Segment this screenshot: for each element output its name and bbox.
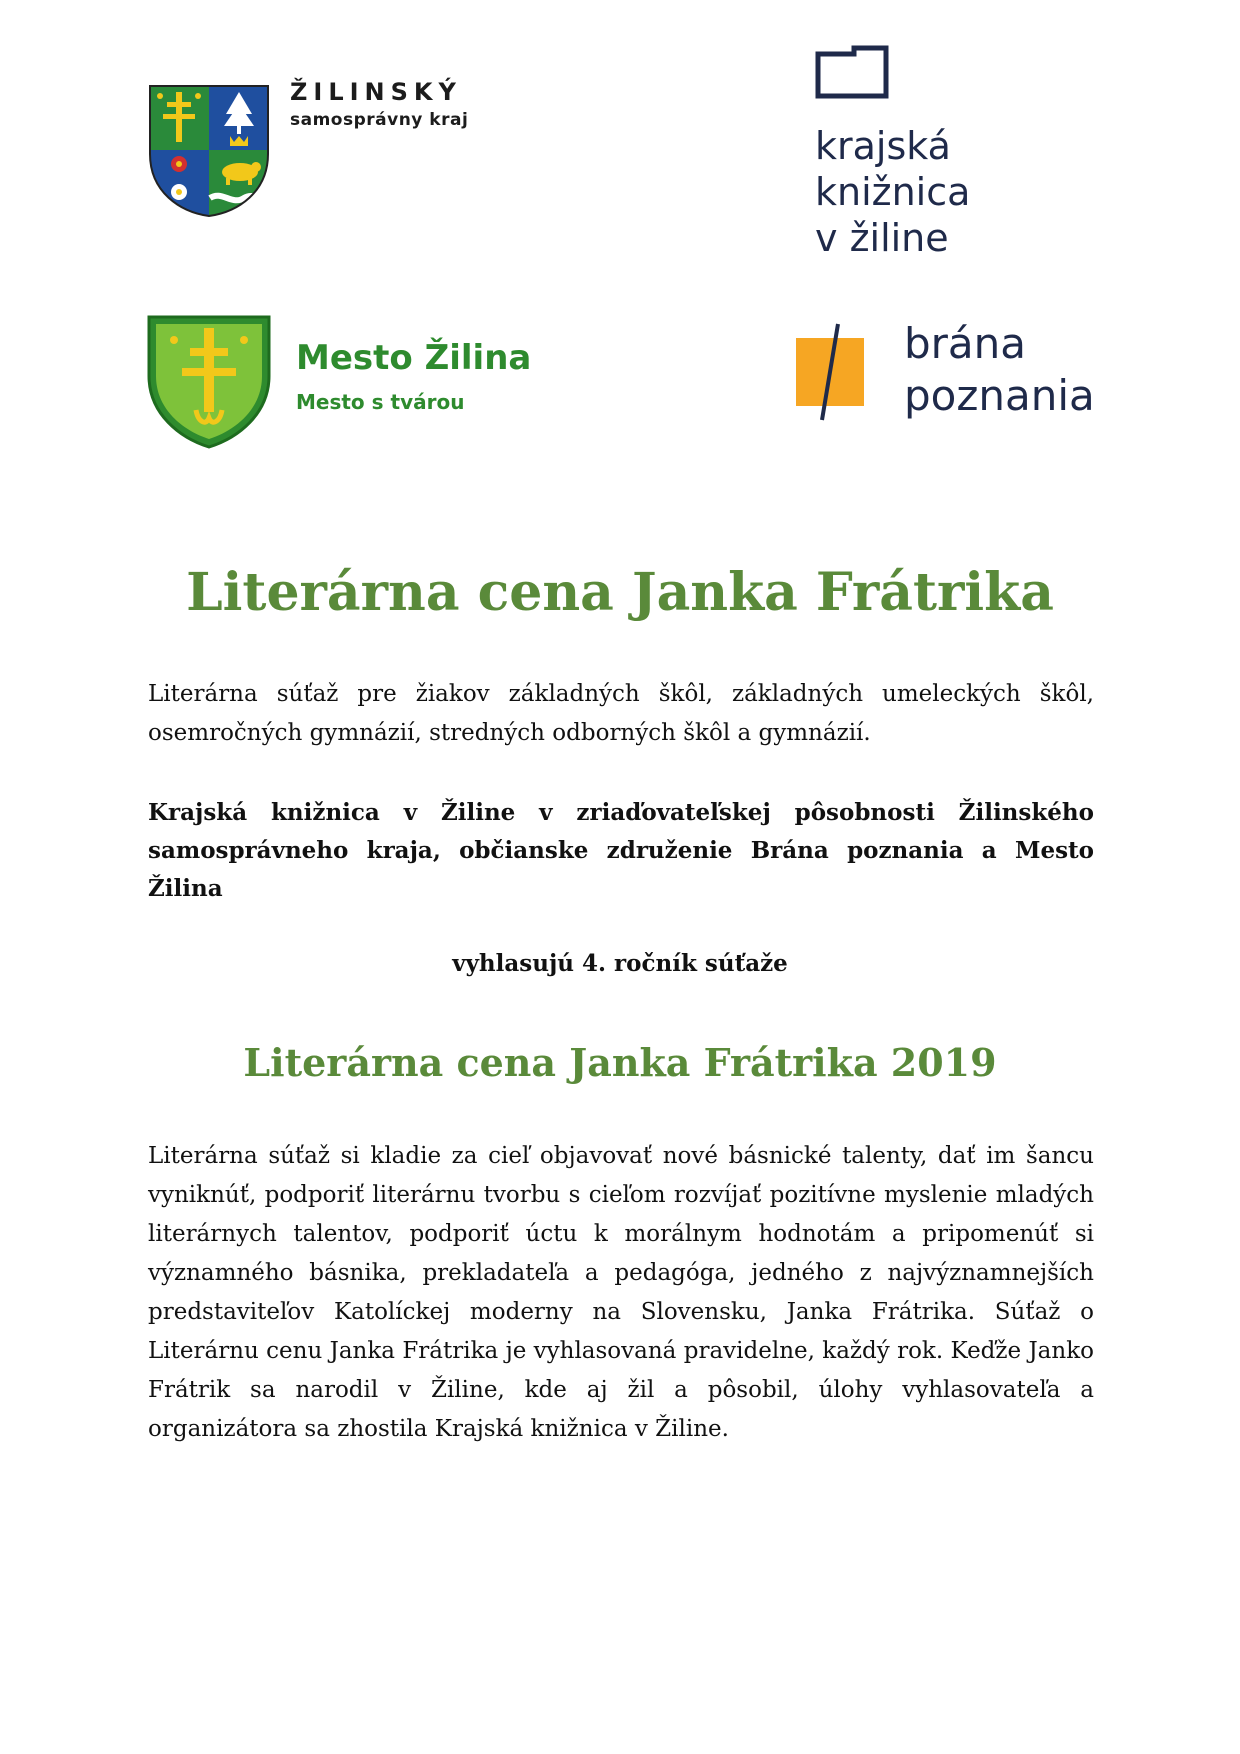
intro-paragraph: Literárna súťaž pre žiakov základných škôl, základných umeleckých škôl, osemročných gymnázií, stredných odborných škôl a gymnázií. xyxy=(148,681,1094,746)
kniznica-line-2: knižnica xyxy=(815,170,971,214)
mesto-logo-name: Mesto Žilina xyxy=(296,338,532,378)
zsk-logo-name: ŽILINSKÝ xyxy=(290,78,462,106)
document-title: Literárna cena Janka Frátrika xyxy=(186,562,1054,623)
kniznica-logo-text xyxy=(815,123,970,261)
zsk-logo-text xyxy=(290,78,468,130)
kniznica-logo-mark xyxy=(814,44,890,100)
mesto-logo-slogan: Mesto s tvárou xyxy=(296,390,465,414)
competition-subtitle: Literárna cena Janka Frátrika 2019 xyxy=(243,1040,997,1085)
brana-line-1: brána xyxy=(904,319,1027,368)
kniznica-line-1: krajská xyxy=(815,124,951,168)
organizers-paragraph: Krajská knižnica v Žiline v zriaďovateľskej pôsobnosti Žilinského samosprávneho kraja, občianske združenie Brána poznania a Mesto Žilina xyxy=(148,799,1094,902)
announcement-line: vyhlasujú 4. ročník súťaže xyxy=(452,950,788,977)
brana-logo-mark xyxy=(794,320,874,424)
mesto-logo-text xyxy=(296,338,531,414)
brana-logo-text xyxy=(904,318,1095,422)
zsk-coat-of-arms xyxy=(148,84,270,218)
brana-line-2: poznania xyxy=(904,371,1095,420)
mesto-zilina-coat-of-arms xyxy=(146,314,272,450)
zsk-logo-subtitle: samosprávny kraj xyxy=(290,110,469,130)
kniznica-line-3: v žiline xyxy=(815,216,949,260)
body-paragraph: Literárna súťaž si kladie za cieľ objavovať nové básnické talenty, dať im šancu vyniknúť, podporiť literárnu tvorbu s cieľom rozvíjať pozitívne myslenie mladých literárnych talentov, podporiť úctu k morálnym hodnotám a pripomenúť si významného básnika, prekladateľa a pedagóga, jedného z najvýznamnejších predstaviteľov Katolíckej moderny na Slovensku, Janka Frátrika. Súťaž o Literárnu cenu Janka Frátrika je vyhlasovaná pravidelne, každý rok. Keďže Janko Frátrik sa narodil v Žiline, kde aj žil a pôsobil, úlohy vyhlasovateľa a organizátora sa zhostila Krajská knižnica v Žiline. xyxy=(148,1143,1094,1442)
